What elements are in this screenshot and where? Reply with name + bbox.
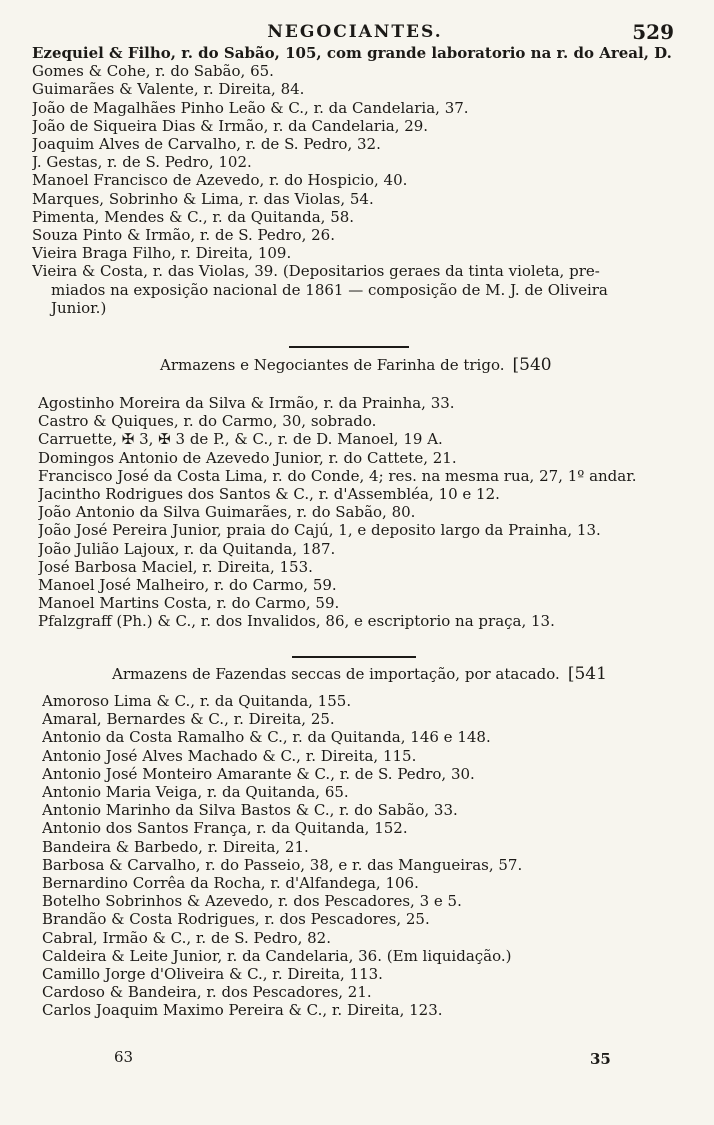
fazendas-list [42,692,678,1020]
page-number: 529 [632,20,674,44]
section-heading-fazendas [112,664,607,684]
section-divider [292,656,416,658]
list-item: Souza Pinto & Irmão, r. de S. Pedro, 26. [32,226,335,245]
list-item: Antonio Marinho da Silva Bastos & C., r. do Sabão, 33. [42,801,458,820]
farinha-list [38,394,678,631]
list-item: Agostinho Moreira da Silva & Irmão, r. da Prainha, 33. [38,394,455,412]
section-heading-text: Armazens de Fazendas seccas de importação, por atacado. [112,665,560,683]
list-item: João Julião Lajoux, r. da Quitanda, 187. [38,539,336,558]
list-item: Castro & Quiques, r. do Carmo, 30, sobrado. [38,412,377,431]
list-item: Manoel Francisco de Azevedo, r. do Hospicio, 40. [32,171,408,190]
list-item: Domingos Antonio de Azevedo Junior, r. do Cattete, 21. [38,448,457,467]
list-item: Antonio José Monteiro Amarante & C., r. de S. Pedro, 30. [42,764,475,783]
list-item: José Barbosa Maciel, r. Direita, 153. [38,557,313,576]
list-item: João Antonio da Silva Guimarães, r. do Sabão, 80. [38,503,416,522]
list-item: Marques, Sobrinho & Lima, r. das Violas, 54. [32,189,374,208]
list-item: Caldeira & Leite Junior, r. da Candelaria, 36. (Em liquidação.) [42,946,512,965]
list-item: Barbosa & Carvalho, r. do Passeio, 38, e r. das Mangueiras, 57. [42,855,523,874]
list-item: Brandão & Costa Rodrigues, r. dos Pescadores, 25. [42,910,430,929]
section-divider [289,346,409,348]
list-item: Antonio José Alves Machado & C., r. Direita, 115. [42,746,417,765]
list-item: Camillo Jorge d'Oliveira & C., r. Direita, 113. [42,965,383,984]
signature-mark: 63 [114,1048,134,1066]
list-item: Antonio Maria Veiga, r. da Quitanda, 65. [42,783,349,802]
list-item: Antonio da Costa Ramalho & C., r. da Quitanda, 146 e 148. [42,728,491,747]
sheet-mark: 35 [590,1050,611,1068]
negociantes-list [32,44,682,317]
list-item: J. Gestas, r. de S. Pedro, 102. [32,153,252,172]
running-title: NEGOCIANTES. [267,22,443,42]
list-item: Cabral, Irmão & C., r. de S. Pedro, 82. [42,928,331,947]
list-item: Carlos Joaquim Maximo Pereira & C., r. Direita, 123. [42,1001,443,1020]
list-item: Bernardino Corrêa da Rocha, r. d'Alfandega, 106. [42,874,419,893]
list-item: Bandeira & Barbedo, r. Direita, 21. [42,837,309,856]
list-item: Carruette, ✠ 3, ✠ 3 de P., & C., r. de D. Manoel, 19 A. [38,430,443,449]
list-item: Joaquim Alves de Carvalho, r. de S. Pedro, 32. [32,135,381,154]
list-item: João de Siqueira Dias & Irmão, r. da Candelaria, 29. [32,116,429,135]
list-item: Jacintho Rodrigues dos Santos & C., r. d'Assembléa, 10 e 12. [38,485,500,504]
list-item: Guimarães & Valente, r. Direita, 84. [32,80,305,99]
list-item-continuation: Junior.) [51,298,107,317]
list-item: Antonio dos Santos França, r. da Quitanda, 152. [42,819,408,838]
list-item: Pimenta, Mendes & C., r. da Quitanda, 58. [32,207,355,226]
list-item: Vieira & Costa, r. das Violas, 39. (Depositarios geraes da tinta violeta, pre- [32,262,600,281]
list-item: Amaral, Bernardes & C., r. Direita, 25. [42,710,335,729]
list-item: João de Magalhães Pinho Leão & C., r. da Candelaria, 37. [32,98,469,117]
list-item: João José Pereira Junior, praia do Cajú, 1, e deposito largo da Prainha, 13. [38,521,601,540]
list-item: Gomes & Cohe, r. do Sabão, 65. [32,62,274,81]
list-item: Francisco José da Costa Lima, r. do Conde, 4; res. na mesma rua, 27, 1º andar. [38,466,637,485]
section-number: [541 [567,664,607,684]
list-item-continuation: miados na exposição nacional de 1861 — composição de M. J. de Oliveira [51,280,608,299]
list-item: Botelho Sobrinhos & Azevedo, r. dos Pescadores, 3 e 5. [42,892,462,911]
list-item: Amoroso Lima & C., r. da Quitanda, 155. [42,692,352,710]
list-item: Manoel José Malheiro, r. do Carmo, 59. [38,576,337,595]
list-item: Vieira Braga Filho, r. Direita, 109. [32,244,292,263]
list-item: Pfalzgraff (Ph.) & C., r. dos Invalidos, 86, e escriptorio na praça, 13. [38,612,555,631]
list-item: Manoel Martins Costa, r. do Carmo, 59. [38,594,340,613]
section-number: [540 [512,355,552,375]
list-item: Cardoso & Bandeira, r. dos Pescadores, 21. [42,983,372,1002]
section-heading-text: Armazens e Negociantes de Farinha de trigo. [160,356,505,374]
list-item: Ezequiel & Filho, r. do Sabão, 105, com grande laboratorio na r. do Areal, D. [32,44,672,62]
section-heading-farinha [160,355,552,375]
